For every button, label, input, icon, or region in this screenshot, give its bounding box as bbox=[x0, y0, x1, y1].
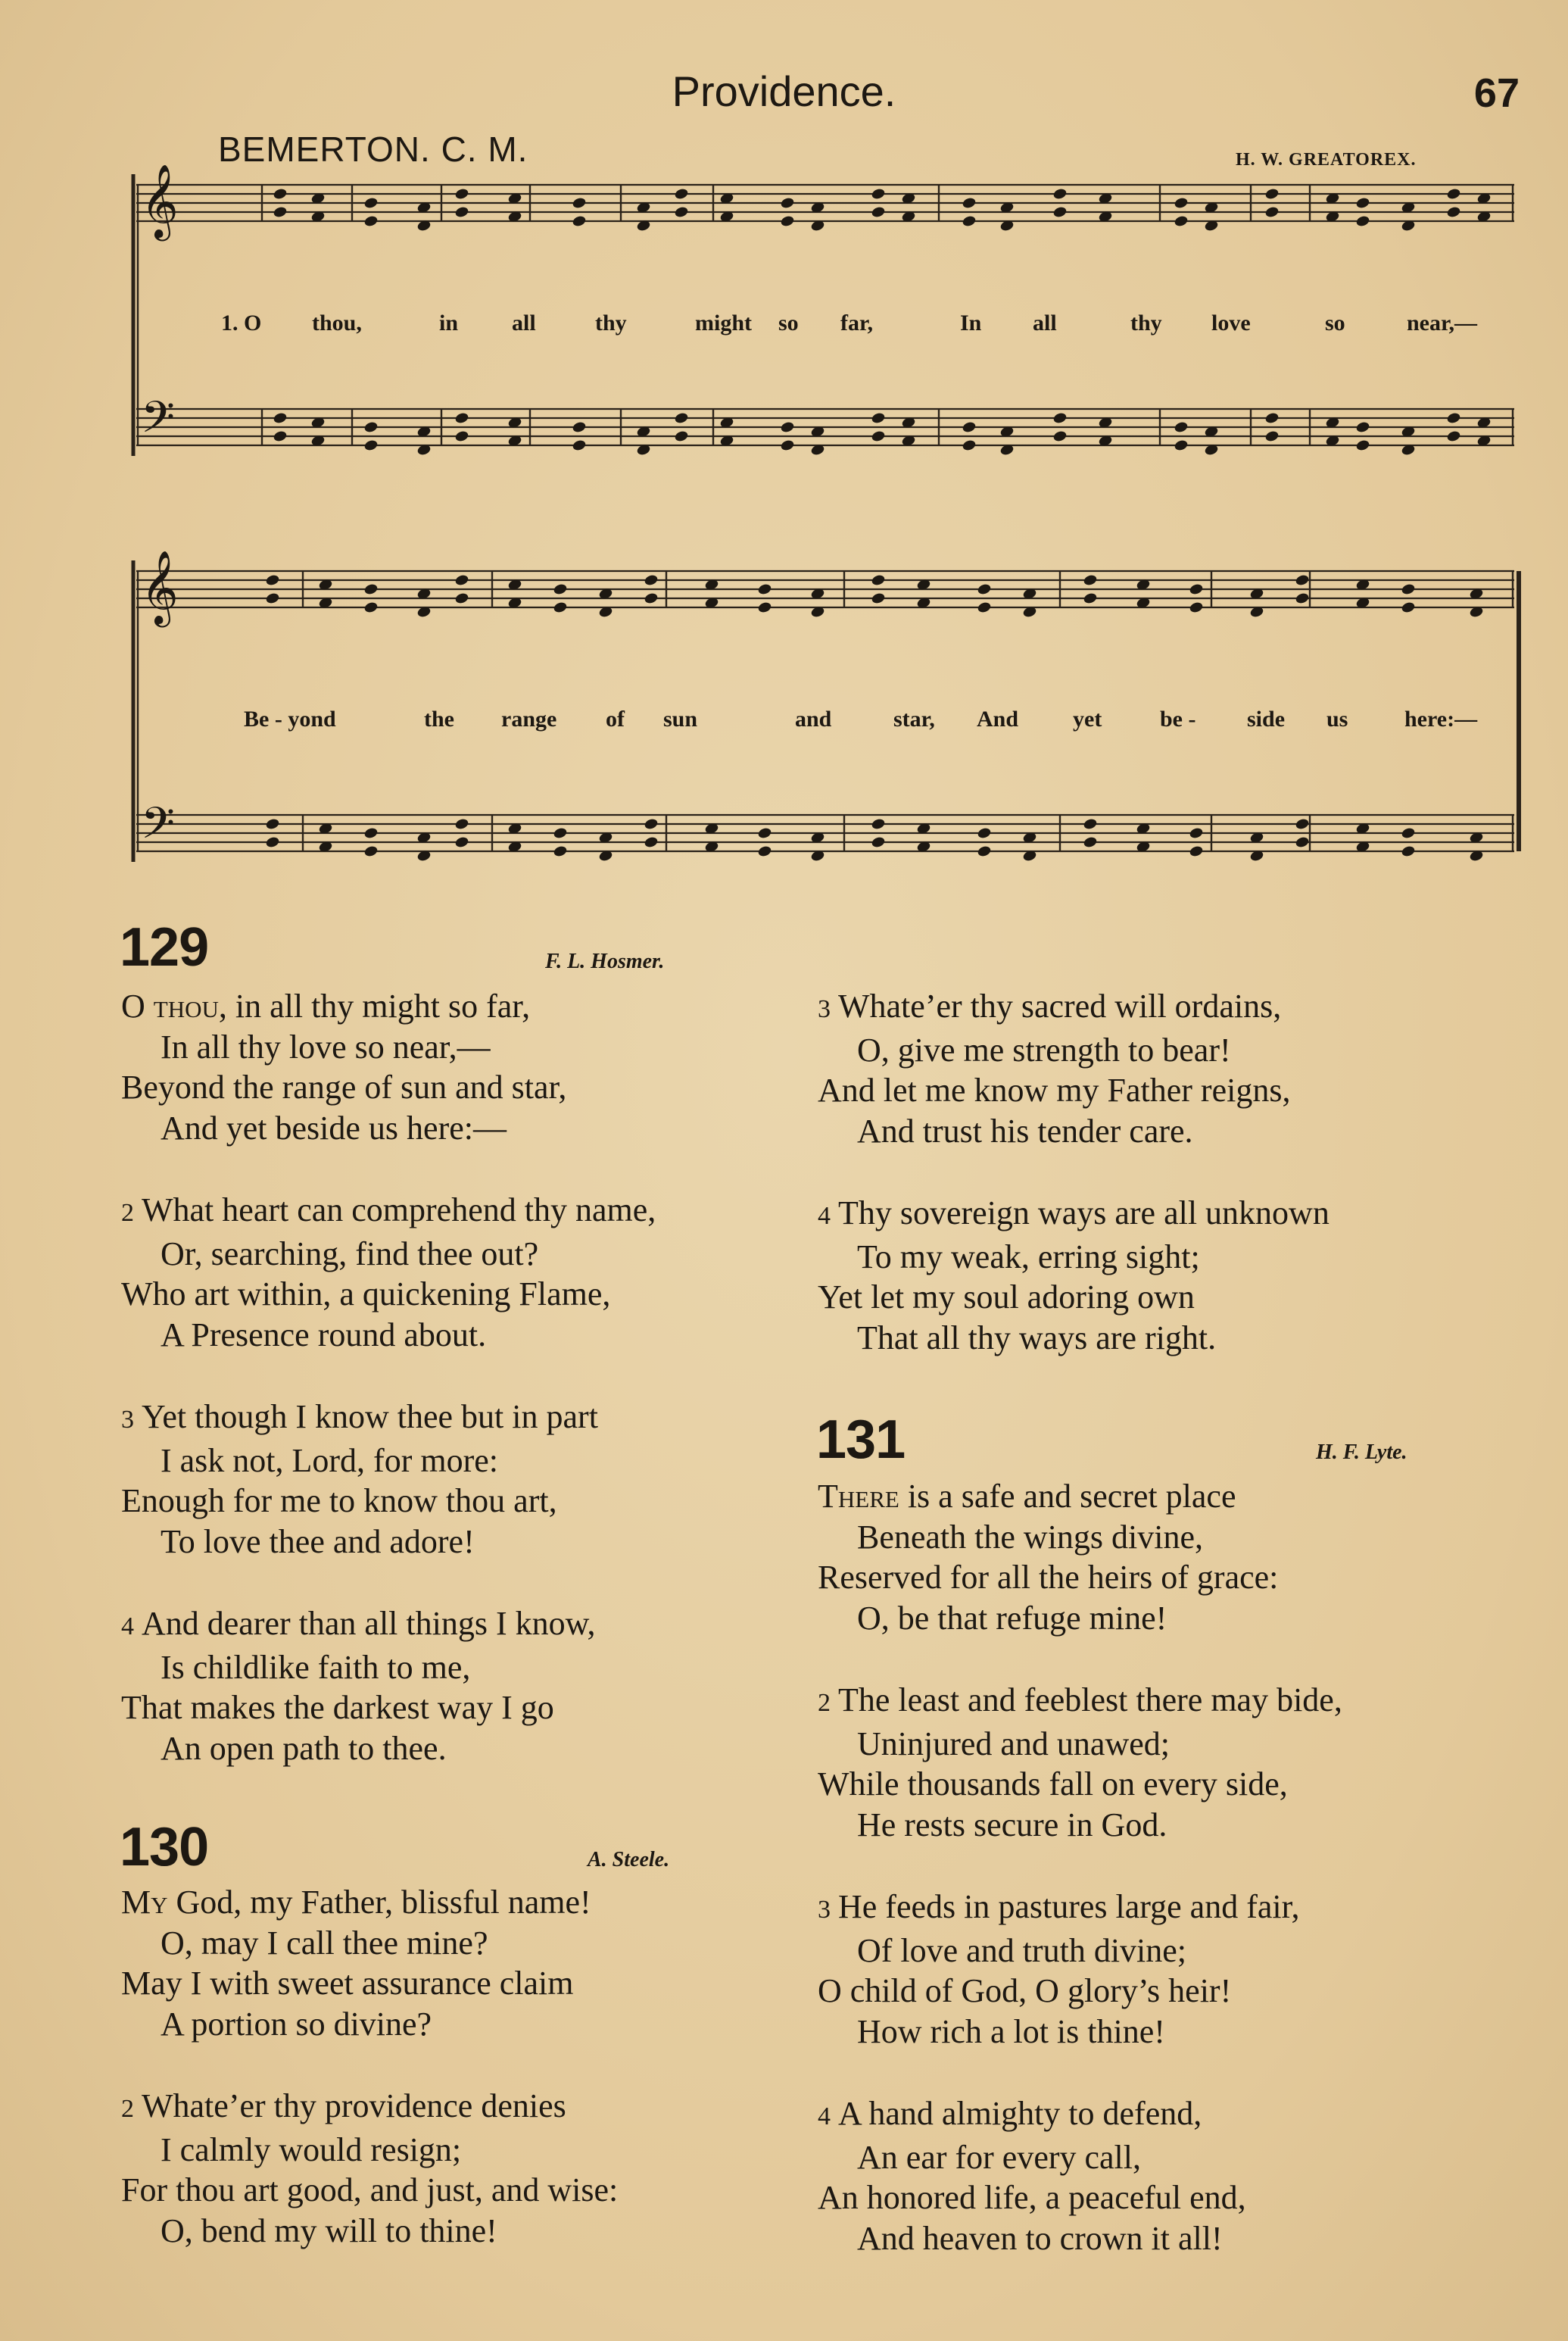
verse-line: My God, my Father, blissful name! bbox=[121, 1884, 591, 1921]
verse-line: He rests secure in God. bbox=[857, 1806, 1167, 1843]
hymn-number-130: 130 bbox=[120, 1817, 209, 1877]
hymn-129-text bbox=[121, 986, 656, 1768]
page-number: 67 bbox=[1473, 70, 1520, 116]
staff-lines bbox=[136, 185, 1514, 851]
tune-composer: H. W. GREATOREX. bbox=[1236, 150, 1417, 170]
verse-line: In all thy love so near,— bbox=[161, 1028, 491, 1066]
verse-line: 2 Whate’er thy providence denies bbox=[121, 2087, 566, 2124]
stanza-number: 4 bbox=[818, 2102, 831, 2130]
hymn-author-131: H. F. Lyte. bbox=[1316, 1440, 1407, 1464]
underlay-syllable: all bbox=[512, 311, 536, 336]
verse-line: And yet beside us here:— bbox=[161, 1109, 507, 1147]
stanza bbox=[818, 1476, 1342, 1638]
hymn-131-text bbox=[818, 1476, 1342, 2258]
underlay-syllable: thy bbox=[1130, 311, 1162, 336]
verse-line: 4 And dearer than all things I know, bbox=[121, 1605, 596, 1642]
verse-line: O, bend my will to thine! bbox=[161, 2211, 497, 2249]
stanza bbox=[818, 986, 1330, 1151]
section-title: Providence. bbox=[672, 67, 896, 115]
verse-line: Beyond the range of sun and star, bbox=[121, 1069, 567, 1106]
underlay-syllable: all bbox=[1033, 311, 1057, 336]
stanza-number: 2 bbox=[121, 1199, 134, 1227]
stanza-number: 3 bbox=[818, 995, 831, 1023]
first-word: My bbox=[121, 1884, 168, 1921]
verse-line: 3 Yet though I know thee but in part bbox=[121, 1398, 598, 1435]
verse-line: I ask not, Lord, for more: bbox=[161, 1441, 498, 1479]
verse-line: For thou art good, and just, and wise: bbox=[121, 2171, 619, 2208]
verse-line: An open path to thee. bbox=[161, 1729, 447, 1767]
stanza bbox=[818, 1887, 1342, 2052]
stanza-number: 3 bbox=[121, 1406, 134, 1434]
hymn-number-129: 129 bbox=[120, 917, 209, 978]
underlay-syllable: thy bbox=[595, 311, 627, 336]
verse-line: 4 Thy sovereign ways are all unknown bbox=[818, 1194, 1330, 1231]
verse-line: Is childlike faith to me, bbox=[161, 1648, 471, 1686]
verse-line: An honored life, a peaceful end, bbox=[818, 2179, 1246, 2216]
hymn-author-129: F. L. Hosmer. bbox=[545, 950, 665, 973]
underlay-syllable: And bbox=[977, 707, 1019, 732]
underlay-syllable: side bbox=[1247, 707, 1286, 732]
verse-line: May I with sweet assurance claim bbox=[121, 1965, 574, 2002]
underlay-syllable: yet bbox=[1073, 707, 1102, 732]
verse-line: There is a safe and secret place bbox=[818, 1478, 1236, 1515]
stanza-number: 3 bbox=[818, 1896, 831, 1924]
underlay-syllable: star, bbox=[893, 707, 935, 732]
underlay-syllable: us bbox=[1326, 707, 1348, 732]
svg-text:𝄢: 𝄢 bbox=[141, 392, 176, 454]
verse-line: While thousands fall on every side, bbox=[818, 1765, 1288, 1803]
stanza-number: 2 bbox=[121, 2095, 134, 2123]
verse-line: 3 Whate’er thy sacred will ordains, bbox=[818, 988, 1282, 1025]
verse-line: To my weak, erring sight; bbox=[857, 1238, 1200, 1275]
tune-name: BEMERTON. C. M. bbox=[218, 130, 528, 169]
first-word: There bbox=[818, 1478, 899, 1515]
stanza-number: 2 bbox=[818, 1689, 831, 1717]
underlay-syllable: near,— bbox=[1407, 311, 1478, 336]
stanza bbox=[818, 1680, 1342, 1845]
verse-line: O thou, in all thy might so far, bbox=[121, 988, 531, 1025]
verse-line: Beneath the wings divine, bbox=[857, 1518, 1204, 1556]
stanza bbox=[121, 1190, 656, 1355]
verse-line: Uninjured and unawed; bbox=[857, 1725, 1170, 1762]
underlay-syllable: in bbox=[439, 311, 459, 336]
hymn-number-131: 131 bbox=[816, 1409, 906, 1470]
clefs bbox=[141, 164, 179, 860]
verse-line: O child of God, O glory’s heir! bbox=[818, 1972, 1232, 2009]
underlay-syllable: Be - yond bbox=[244, 707, 336, 732]
stanza bbox=[121, 1397, 656, 1562]
stanza-number: 4 bbox=[818, 1202, 831, 1230]
underlay-syllable: In bbox=[960, 311, 982, 336]
underlay-syllable: 1. O bbox=[221, 311, 262, 336]
hymn-130-text-cont bbox=[818, 986, 1330, 1358]
first-word: O thou, bbox=[121, 988, 227, 1025]
underlay-syllable: might bbox=[695, 311, 752, 336]
underlay-syllable: far, bbox=[840, 311, 874, 336]
verse-line: To love thee and adore! bbox=[161, 1522, 475, 1560]
verse-line: How rich a lot is thine! bbox=[857, 2012, 1165, 2050]
verse-line: I calmly would resign; bbox=[161, 2130, 462, 2168]
note-heads bbox=[265, 187, 1492, 862]
verse-line: That makes the darkest way I go bbox=[121, 1689, 554, 1726]
verse-line: Or, searching, find thee out? bbox=[161, 1234, 539, 1272]
verse-line: 4 A hand almighty to defend, bbox=[818, 2095, 1202, 2132]
verse-line: And let me know my Father reigns, bbox=[818, 1072, 1291, 1109]
verse-line: And trust his tender care. bbox=[857, 1112, 1193, 1150]
hymn-author-130: A. Steele. bbox=[588, 1848, 670, 1871]
verse-line: O, give me strength to bear! bbox=[857, 1031, 1231, 1069]
verse-line: Of love and truth divine; bbox=[857, 1931, 1187, 1969]
verse-line: That all thy ways are right. bbox=[857, 1319, 1217, 1356]
underlay-syllable: be - bbox=[1160, 707, 1196, 732]
stanza bbox=[121, 2086, 618, 2251]
hymn-130-text bbox=[121, 1882, 618, 2251]
underlay-syllable: so bbox=[1325, 311, 1345, 336]
bar-lines bbox=[133, 174, 1519, 862]
verse-line: 2 What heart can comprehend thy name, bbox=[121, 1191, 656, 1228]
underlay-syllable: range bbox=[501, 707, 557, 732]
underlay-syllable: and bbox=[795, 707, 832, 732]
verse-line: Yet let my soul adoring own bbox=[818, 1278, 1195, 1316]
verse-line: O, be that refuge mine! bbox=[857, 1599, 1167, 1637]
underlay-syllable: the bbox=[424, 707, 454, 732]
verse-line: O, may I call thee mine? bbox=[161, 1924, 488, 1962]
underlay-syllable: love bbox=[1211, 311, 1251, 336]
svg-text:𝄞: 𝄞 bbox=[141, 550, 179, 624]
verse-line: Enough for me to know thou art, bbox=[121, 1482, 557, 1519]
stanza bbox=[121, 986, 656, 1148]
verse-line: 2 The least and feeblest there may bide, bbox=[818, 1681, 1342, 1718]
stanza bbox=[818, 2093, 1342, 2258]
verse-line: And heaven to crown it all! bbox=[857, 2219, 1223, 2257]
music-notation bbox=[121, 159, 1529, 916]
verse-line: Who art within, a quickening Flame, bbox=[121, 1275, 611, 1313]
stanza bbox=[121, 1882, 618, 2044]
verse-line: An ear for every call, bbox=[857, 2138, 1142, 2176]
underlay-syllable: so bbox=[778, 311, 799, 336]
underlay-syllable: here:— bbox=[1404, 707, 1478, 732]
underlay-syllable: thou, bbox=[312, 311, 362, 336]
verse-line: Reserved for all the heirs of grace: bbox=[818, 1559, 1279, 1596]
svg-text:𝄢: 𝄢 bbox=[141, 798, 176, 860]
verse-line: 3 He feeds in pastures large and fair, bbox=[818, 1888, 1300, 1925]
underlay-syllable: sun bbox=[663, 707, 698, 732]
stanza-number: 4 bbox=[121, 1612, 134, 1640]
verse-line: A portion so divine? bbox=[161, 2005, 432, 2043]
stanza bbox=[121, 1603, 656, 1768]
stanza bbox=[818, 1193, 1330, 1358]
svg-text:𝄞: 𝄞 bbox=[141, 164, 179, 238]
underlay-syllable: of bbox=[606, 707, 625, 732]
verse-line: A Presence round about. bbox=[161, 1316, 487, 1353]
